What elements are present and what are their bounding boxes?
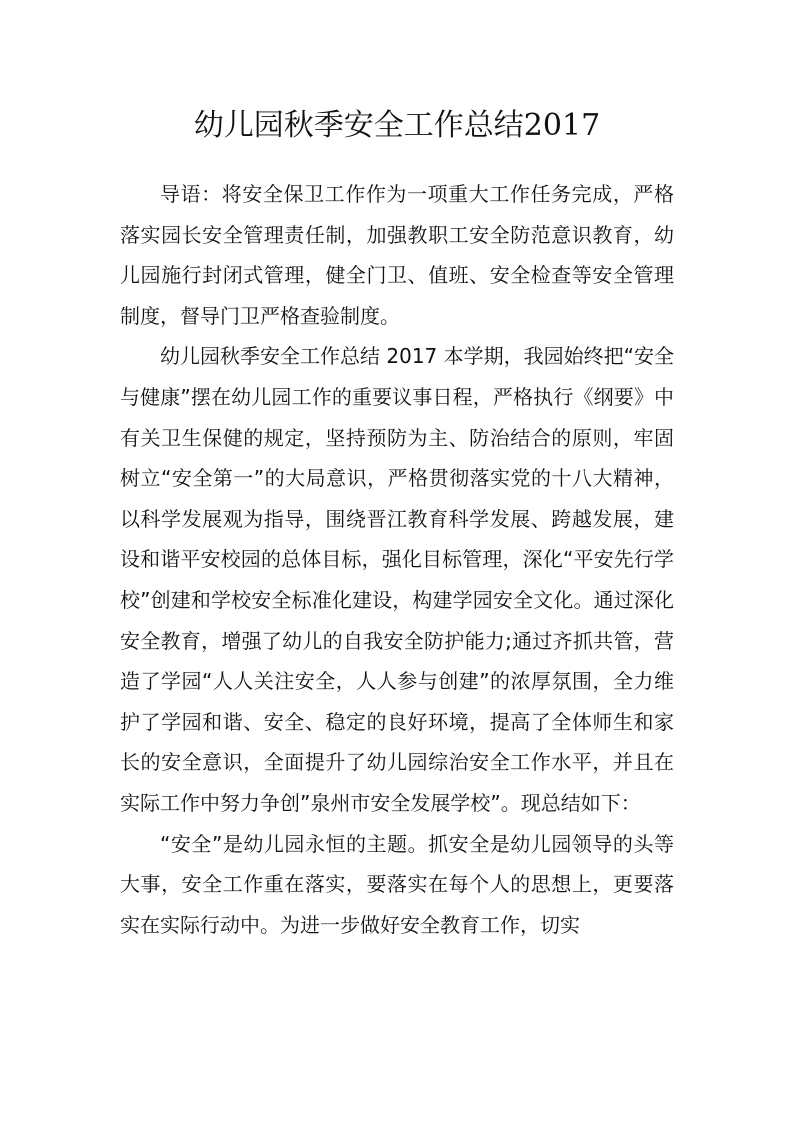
document-title: 幼儿园秋季安全工作总结2017 bbox=[193, 108, 601, 143]
safety-paragraph: “安全”是幼儿园永恒的主题。抓安全是幼儿园领导的头等大事，安全工作重在落实，要落实在每个人的思想上，更要落实在实际行动中。为进一步做好安全教育工作，切实 bbox=[120, 831, 674, 937]
intro-paragraph: 导语：将安全保卫工作作为一项重大工作任务完成，严格落实园长安全管理责任制，加强教职工安全防范意识教育，幼儿园施行封闭式管理，健全门卫、值班、安全检查等安全管理制度，督导门卫严格查验制度。 bbox=[120, 182, 674, 328]
document-body bbox=[120, 174, 674, 945]
summary-paragraph: 幼儿园秋季安全工作总结 2017 本学期，我园始终把“安全与健康”摆在幼儿园工作的重要议事日程，严格执行《纲要》中有关卫生保健的规定，坚持预防为主、防治结合的原则，牢固树立“安全第一”的大局意识，严格贯彻落实党的十八大精神，以科学发展观为指导，围绕晋江教育科学发展、跨越发展，建设和谐平安校园的总体目标，强化目标管理，深化“平安先行学校”创建和学校安全标准化建设，构建学园安全文化。通过深化安全教育，增强了幼儿的自我安全防护能力;通过齐抓共管，营造了学园“人人关注安全，人人参与创建”的浓厚氛围，全力维护了学园和谐、安全、稳定的良好环境，提高了全体师生和家长的安全意识，全面提升了幼儿园综治安全工作水平，并且在实际工作中努力争创”泉州市安全发展学校”。现总结如下： bbox=[120, 344, 674, 815]
